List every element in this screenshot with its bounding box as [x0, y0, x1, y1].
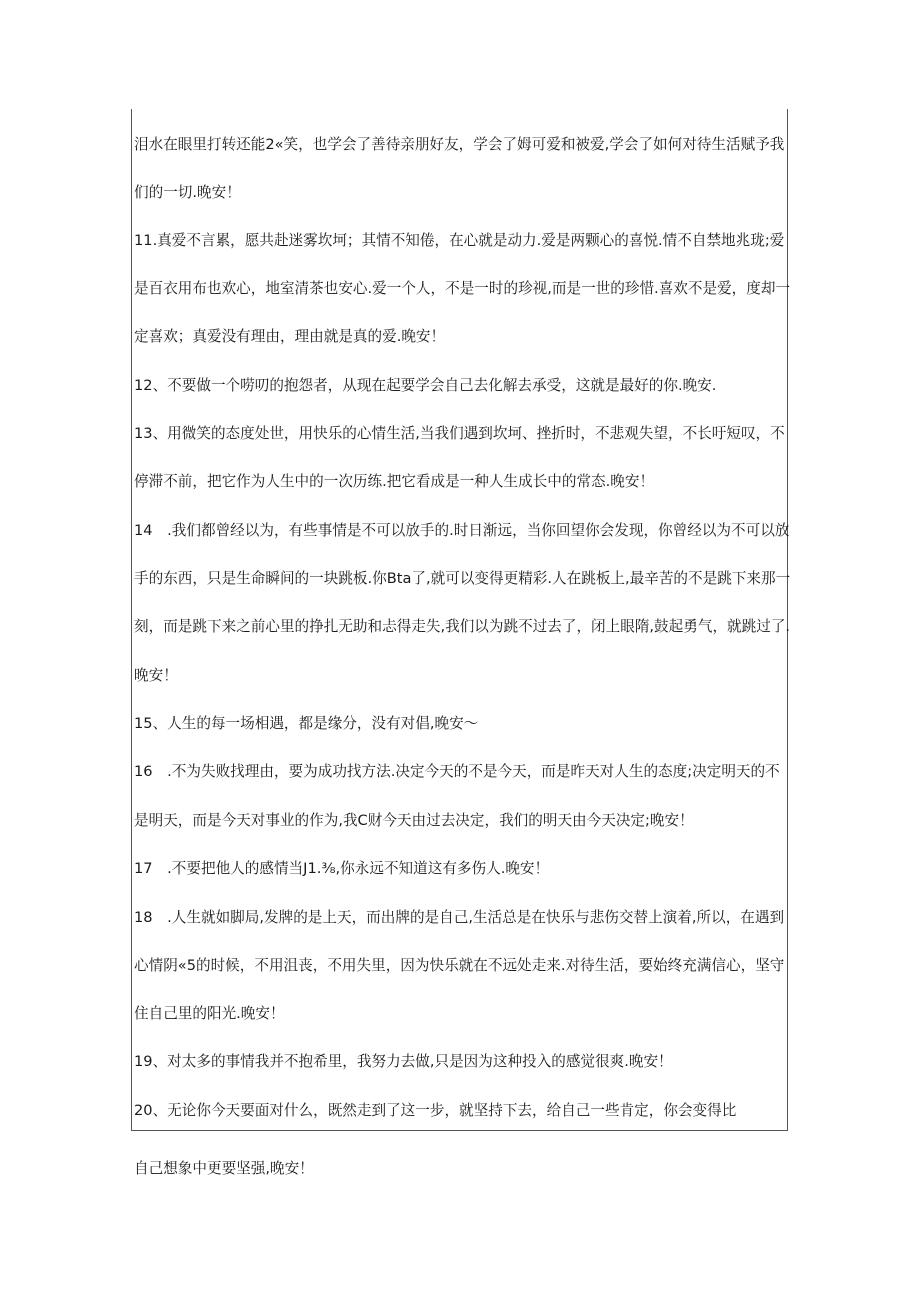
text-line: 17 .不要把他人的感情当J1.⅜,你永远不知道这有多伤人.晚安！: [134, 860, 550, 877]
text-line: 15、人生的每一场相遇，都是缘分，没有对倡,晚安〜: [134, 715, 479, 732]
text-line: 18 .人生就如脚局,发牌的是上天，而出牌的是自己,生活总是在快乐与悲伤交替上演着,所以，在遇到: [134, 909, 785, 926]
continuation-line: 自己想象中更要坚强,晚安！: [134, 1160, 314, 1177]
text-line: 停滞不前，把它作为人生中的一次历练.把它看成是一种人生成长中的常态.晚安！: [134, 473, 655, 490]
text-line: 14 .我们都曾经以为，有些事情是不可以放手的.时日渐远，当你回望你会发现，你曾经以为不可以放: [134, 522, 790, 539]
text-line: 13、用微笑的态度处世，用快乐的心情生活,当我们遇到坎坷、挫折时，不悲观失望，不长吁短叹，不: [134, 425, 785, 442]
text-line: 11.真爱不言累，愿共赴迷雾坎坷；其情不知倦，在心就是动力.爱是两颗心的喜悦.情不自禁地兆珑;爱: [134, 232, 785, 249]
text-line: 晚安！: [134, 667, 178, 684]
text-line: 手的东西，只是生命瞬间的一块跳板.你Bta了,就可以变得更精彩.人在跳板上,最辛苦的不是跳下来那一: [134, 570, 791, 587]
text-line: 刻，而是跳下来之前心里的挣扎无助和忐得走失,我们以为跳不过去了，闭上眼隋,鼓起勇气，就跳过了.: [134, 618, 791, 635]
text-line: 定喜欢；真爱没有理由，理由就是真的爱.晚安！: [134, 328, 446, 345]
text-line: 20、无论你今天要面对什么，既然走到了这一步，就坚持下去，给自己一些肯定，你会变得比: [134, 1102, 737, 1119]
text-line: 19、对太多的事情我并不抱希里，我努力去做,只是因为这种投入的感觉很爽.晚安！: [134, 1053, 673, 1070]
text-line: 们的一切.晚安！: [134, 184, 241, 201]
text-line: 是明天，而是今天对事业的作为,我C财今天由过去决定，我们的明天由今天决定;晚安！: [134, 812, 694, 829]
text-line: 住自己里的阳光.晚安！: [134, 1005, 285, 1022]
text-line: 是百衣用布也欢心，地室清茶也安心.爱一个人，不是一时的珍视,而是一世的珍惜.喜欢不是爱，度却一: [134, 280, 791, 297]
text-line: 12、不要做一个唠叨的抱怨者，从现在起要学会自己去化解去承受，这就是最好的你.晚安.: [134, 377, 717, 394]
text-line: 16 .不为失败找理由，要为成功找方法.决定今天的不是今天，而是昨天对人生的态度;决定明天的不: [134, 763, 780, 780]
text-line: 泪水在眼里打转还能2«笑，也学会了善待亲朋好友，学会了姆可爱和被爱,学会了如何对待生活赋予我: [134, 136, 785, 153]
text-line: 心情阴«5的时候，不用沮丧，不用失里，因为快乐就在不远处走来.对待生活，要始终充满信心，坚守: [134, 957, 785, 974]
